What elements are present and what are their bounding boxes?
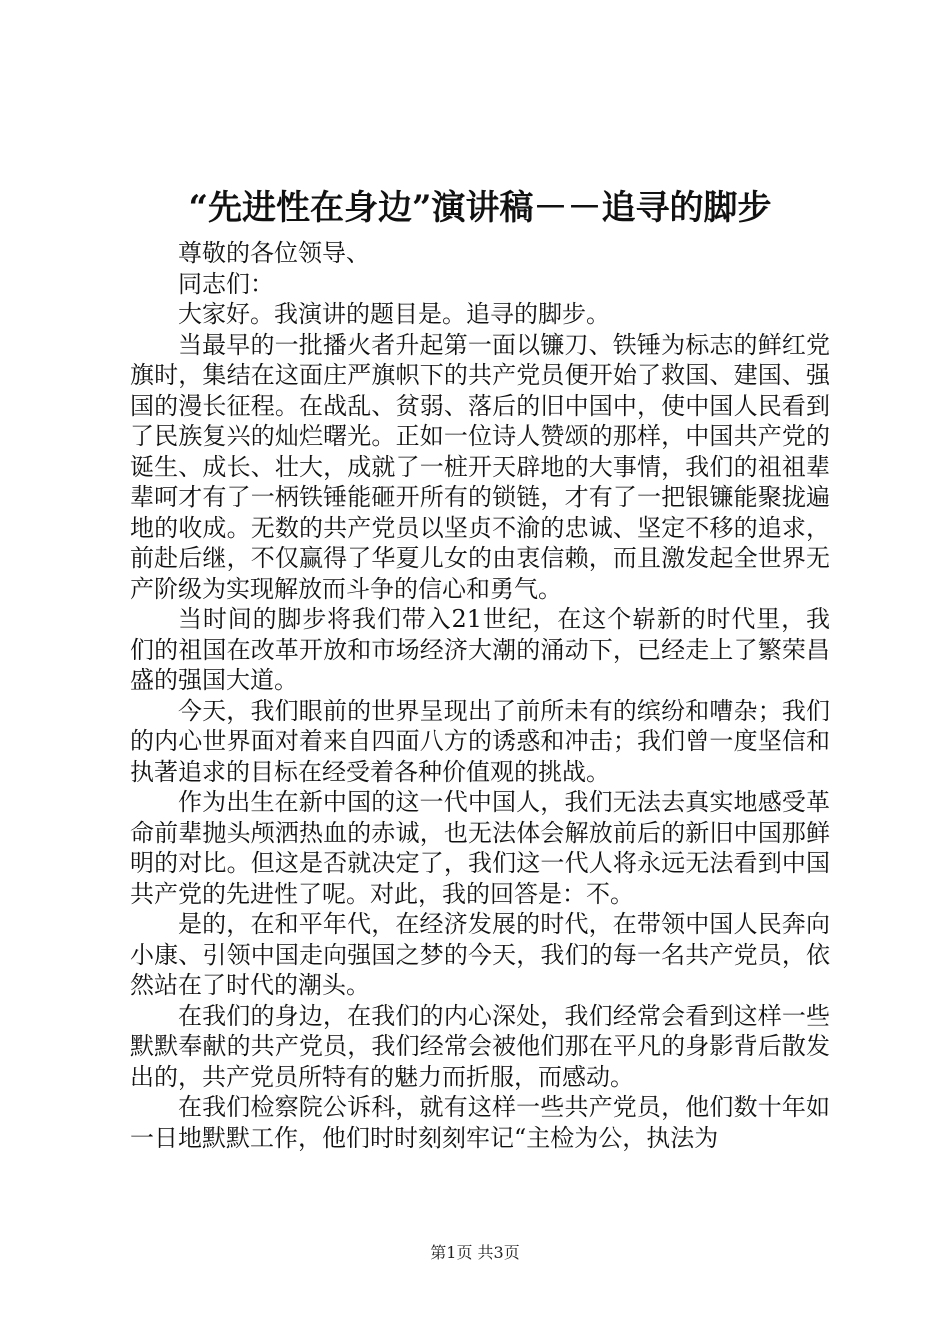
body-paragraph: 是的，在和平年代，在经济发展的时代，在带领中国人民奔向小康、引领中国走向强国之梦的今天，我们的每一名共产党员，依然站在了时代的潮头。 [130, 910, 830, 999]
document-body [130, 238, 830, 1153]
opening-paragraph: 大家好。我演讲的题目是。追寻的脚步。 [178, 300, 610, 328]
body-paragraph: 当最早的一批播火者升起第一面以镰刀、铁锤为标志的鲜红党旗时，集结在这面庄严旗帜下的共产党员便开始了救国、建国、强国的漫长征程。在战乱、贫弱、落后的旧中国中，使中国人民看到了民族复兴的灿烂曙光。正如一位诗人赞颂的那样，中国共产党的诞生、成长、壮大，成就了一桩开天辟地的大事情，我们的祖祖辈辈呵才有了一柄铁锤能砸开所有的锁链，才有了一把银镰能聚拢遍地的收成。无数的共产党员以坚贞不渝的忠诚、坚定不移的追求，前赴后继，不仅赢得了华夏儿女的由衷信赖，而且激发起全世界无产阶级为实现解放而斗争的信心和勇气。 [130, 330, 830, 603]
body-paragraph: 作为出生在新中国的这一代中国人，我们无法去真实地感受革命前辈抛头颅洒热血的赤诚，也无法体会解放前后的新旧中国那鲜明的对比。但这是否就决定了，我们这一代人将永远无法看到中国共产党的先进性了呢。对此，我的回答是：不。 [130, 788, 830, 908]
salutation-line-2: 同志们： [178, 269, 274, 298]
page-footer: 第1页 共3页 [430, 1243, 520, 1262]
document-title: “先进性在身边”演讲稿－－追寻的脚步 [188, 188, 772, 228]
body-paragraph: 在我们检察院公诉科，就有这样一些共产党员，他们数十年如一日地默默工作，他们时时刻刻牢记“主检为公，执法为 [130, 1093, 830, 1152]
body-paragraph: 今天，我们眼前的世界呈现出了前所未有的缤纷和嘈杂；我们的内心世界面对着来自四面八方的诱惑和冲击；我们曾一度坚信和执著追求的目标在经受着各种价值观的挑战。 [130, 696, 830, 786]
salutation-line-1: 尊敬的各位领导、 [178, 239, 370, 267]
body-paragraph: 在我们的身边，在我们的内心深处，我们经常会看到这样一些默默奉献的共产党员，我们经常会被他们那在平凡的身影背后散发出的，共产党员所特有的魅力而折服，而感动。 [130, 1001, 830, 1091]
body-paragraph: 当时间的脚步将我们带入21世纪，在这个崭新的时代里，我们的祖国在改革开放和市场经济大潮的涌动下，已经走上了繁荣昌盛的强国大道。 [130, 605, 830, 694]
